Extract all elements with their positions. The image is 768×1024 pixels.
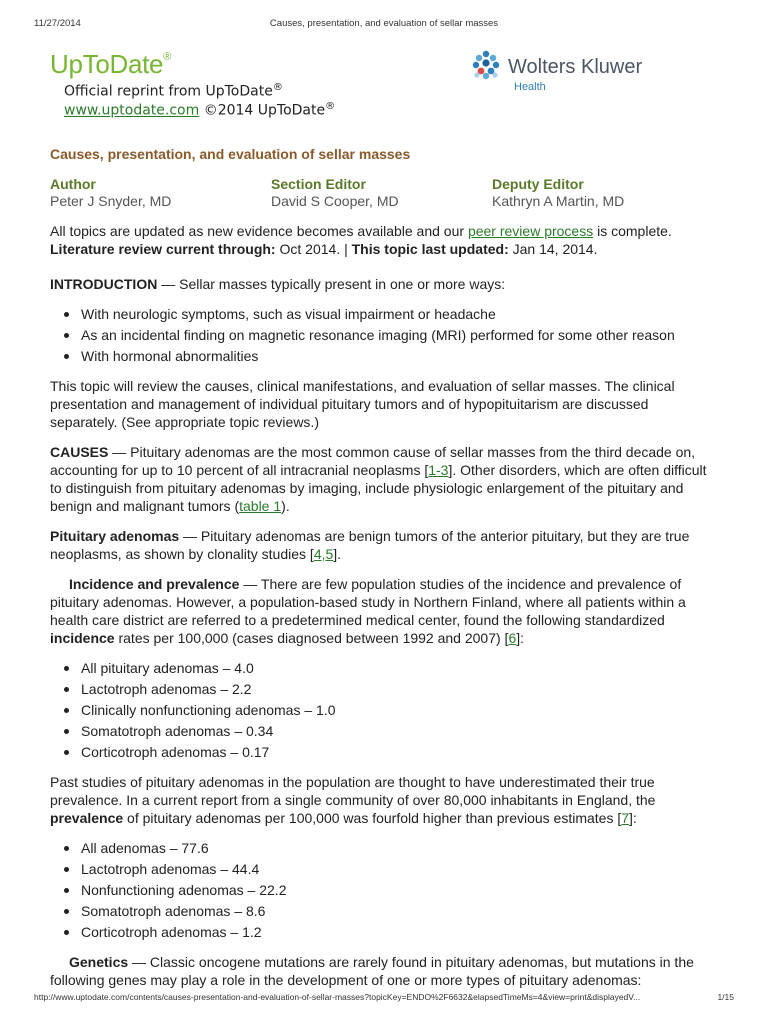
credit-role: Author xyxy=(50,176,96,192)
adenomas-paragraph: Pituitary adenomas — Pituitary adenomas are benign tumors of the anterior pituitary, but they are true neoplasms, as shown by clonality studies [4,5]. xyxy=(50,528,690,562)
print-page-number: 1/15 xyxy=(717,992,734,1002)
prevalence-list xyxy=(50,839,710,941)
reference-link[interactable]: 1-3 xyxy=(428,462,449,478)
list-item: With hormonal abnormalities xyxy=(50,347,710,365)
update-note: All topics are updated as new evidence becomes available and our peer review process is complete. Literature review current through: Oct 2014. | This topic last updated: Jan 14, 2014. xyxy=(50,223,672,257)
partner-sub: Health xyxy=(514,81,546,93)
reprint-line xyxy=(64,82,283,100)
reference-link[interactable]: 7 xyxy=(621,810,630,826)
list-item: Somatotroph adenomas – 0.34 xyxy=(50,722,710,740)
peer-review-link[interactable]: peer review process xyxy=(467,223,594,239)
credit-role: Section Editor xyxy=(271,176,366,192)
list-item: Lactotroph adenomas – 44.4 xyxy=(50,860,710,878)
logo-mark: ® xyxy=(163,51,172,63)
uptodate-logo[interactable] xyxy=(50,49,171,80)
causes-paragraph: CAUSES — Pituitary adenomas are the most common cause of sellar masses from the third decade on, accounting for up to 10 percent of all intracranial neoplasms [1-3]. Other disorders, which are often difficult to distinguish from pituitary adenomas by imaging, include physiologic enlargement of the pituitary and benign and malignant tumors (table 1). xyxy=(50,444,707,514)
list-item: All pituitary adenomas – 4.0 xyxy=(50,659,710,677)
subsection-heading-incidence: Incidence and prevalence xyxy=(69,576,240,592)
credit-author xyxy=(50,176,171,210)
reference-link[interactable]: 6 xyxy=(508,630,517,646)
list-item: Corticotroph adenomas – 1.2 xyxy=(50,923,710,941)
copyright-text: ©2014 UpToDate xyxy=(203,102,326,119)
prevalence-paragraph: Past studies of pituitary adenomas in the population are thought to have underestimated their true prevalence. In a current report from a single community of over 80,000 inhabitants in England, the prevalence of pituitary adenomas per 100,000 was fourfold higher than previous estimates [7]: xyxy=(50,774,656,826)
list-item: With neurologic symptoms, such as visual impairment or headache xyxy=(50,305,710,323)
credit-name: David S Cooper, MD xyxy=(271,193,399,209)
lit-label: Literature review current through: xyxy=(50,241,276,257)
list-item: As an incidental finding on magnetic resonance imaging (MRI) performed for some other reason xyxy=(50,326,710,344)
incidence-list xyxy=(50,659,710,761)
list-item: Nonfunctioning adenomas – 22.2 xyxy=(50,881,710,899)
reprint-mark: ® xyxy=(272,82,283,93)
incidence-paragraph: Incidence and prevalence — There are few population studies of the incidence and prevalence of pituitary adenomas. However, a population-based study in Northern Finland, where all patients within a health care district are referred to a predetermined medical center, found the following standardized incidence rates per 100,000 (cases diagnosed between 1992 and 2007) [6]: xyxy=(50,576,686,646)
credit-role: Deputy Editor xyxy=(492,176,584,192)
copyright-line xyxy=(64,101,335,119)
article-body xyxy=(50,222,710,989)
intro-list xyxy=(50,305,710,365)
reference-link[interactable]: 4,5 xyxy=(313,546,334,562)
reprint-text: Official reprint from UpToDate xyxy=(64,83,273,100)
credit-name: Peter J Snyder, MD xyxy=(50,193,172,209)
print-url: http://www.uptodate.com/contents/causes-presentation-and-evaluation-of-sellar-masses?topicKey=ENDO%2F6632&elapsedTimeMs=4&view=print&displayedV... xyxy=(34,992,641,1002)
wolters-kluwer-mark-icon xyxy=(472,50,500,80)
table-link[interactable]: table 1 xyxy=(239,498,282,514)
section-heading-introduction: INTRODUCTION xyxy=(50,276,158,292)
updated-label: This topic last updated: xyxy=(351,241,509,257)
credit-deputy-editor xyxy=(492,176,624,210)
review-paragraph: This topic will review the causes, clinical manifestations, and evaluation of sellar masses. The clinical presentation and management of individual pituitary tumors and of hypopituitarism are discussed separately. (See appropriate topic reviews.) xyxy=(50,378,675,430)
doc-title: Causes, presentation, and evaluation of sellar masses xyxy=(50,146,411,162)
list-item: Clinically nonfunctioning adenomas – 1.0 xyxy=(50,701,710,719)
print-title: Causes, presentation, and evaluation of sellar masses xyxy=(269,18,499,29)
logo-text: UpToDate xyxy=(50,49,164,79)
intro-paragraph: INTRODUCTION — Sellar masses typically present in one or more ways: xyxy=(50,276,506,292)
partner-name: Wolters Kluwer xyxy=(508,56,643,78)
copyright-mark: ® xyxy=(325,101,336,112)
list-item: Somatotroph adenomas – 8.6 xyxy=(50,902,710,920)
list-item: Corticotroph adenomas – 0.17 xyxy=(50,743,710,761)
print-date: 11/27/2014 xyxy=(34,18,81,29)
list-item: All adenomas – 77.6 xyxy=(50,839,710,857)
credit-name: Kathryn A Martin, MD xyxy=(492,193,625,209)
genetics-paragraph: Genetics — Classic oncogene mutations are rarely found in pituitary adenomas, but mutations in the following genes may play a role in the development of one or more types of pituitary adenomas: xyxy=(50,954,694,988)
credit-section-editor xyxy=(271,176,399,210)
site-link[interactable]: www.uptodate.com xyxy=(64,102,200,119)
list-item: Lactotroph adenomas – 2.2 xyxy=(50,680,710,698)
subsection-heading-genetics: Genetics xyxy=(69,954,129,970)
section-heading-pituitary-adenomas: Pituitary adenomas xyxy=(50,528,180,544)
section-heading-causes: CAUSES xyxy=(50,444,109,460)
